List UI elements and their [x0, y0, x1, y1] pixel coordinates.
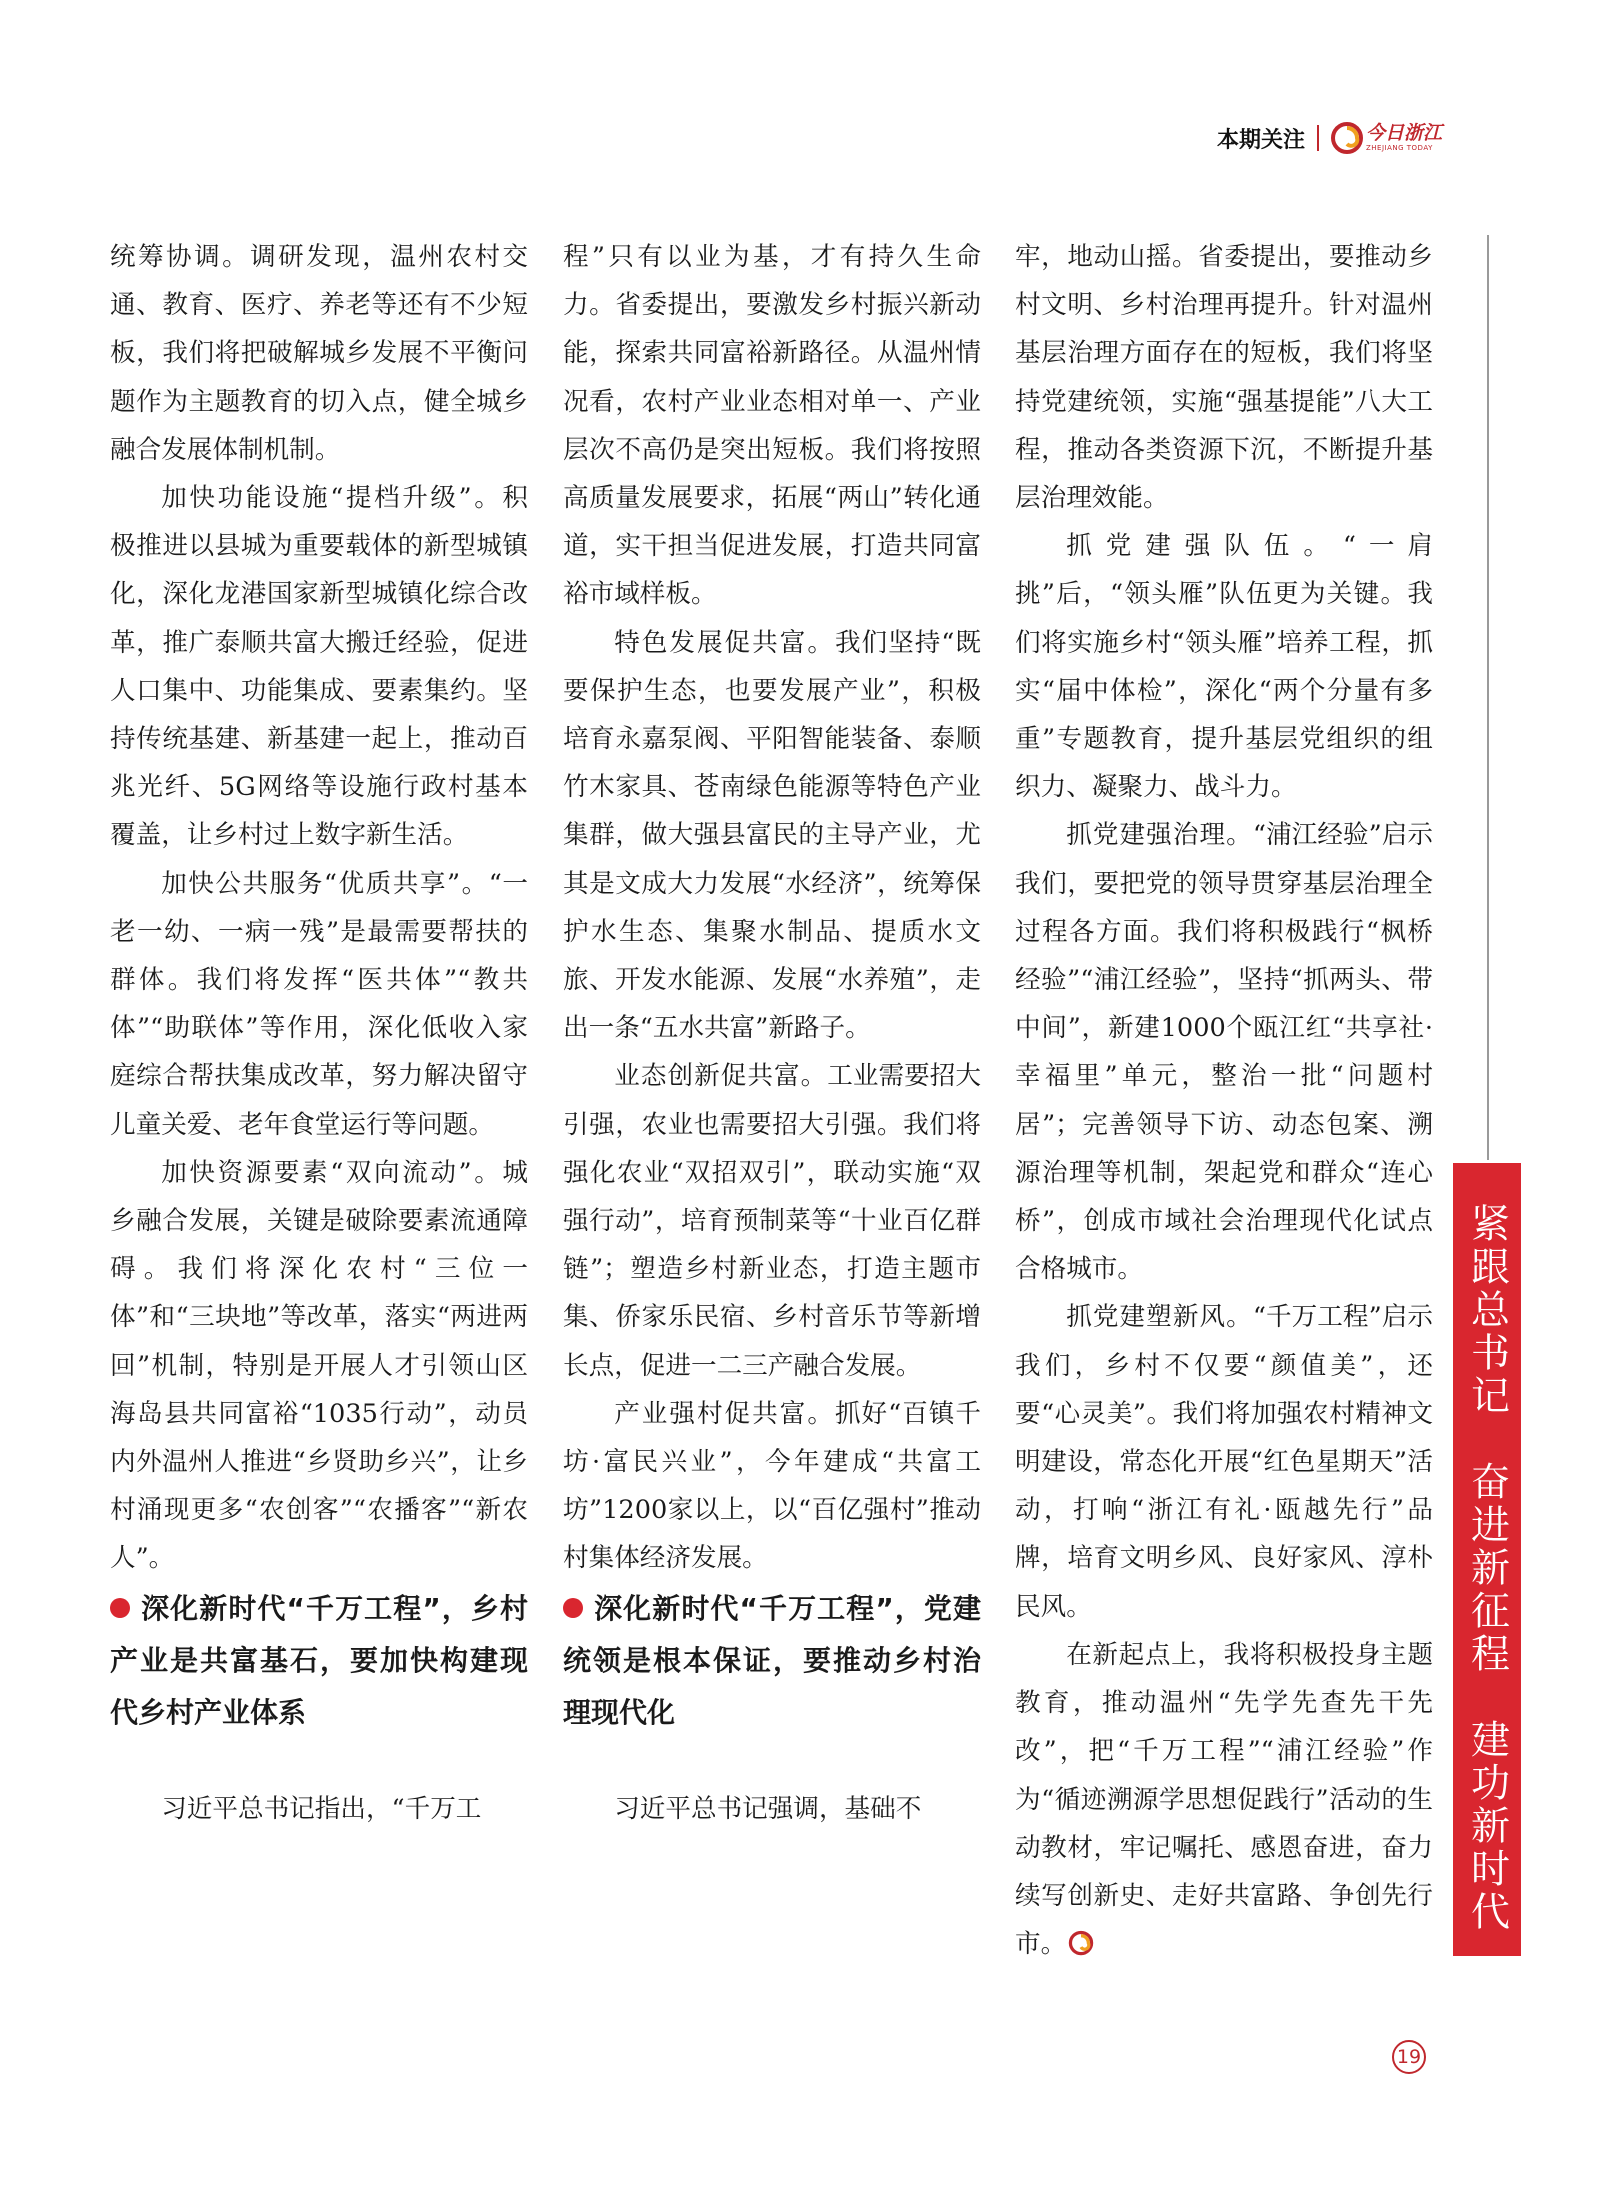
magazine-logo: [1331, 122, 1442, 154]
article-column-2: [563, 233, 981, 1833]
paragraph-lead: 加快资源要素“双向流动”。: [161, 1157, 503, 1188]
paragraph: [563, 1052, 981, 1389]
side-banner: [1453, 1163, 1521, 1956]
paragraph-body: “一老一幼、一病一残”是最需要帮扶的群体。我们将发挥“医共体”“教共体”“助联体”等作用，深化低收入家庭综合帮扶集成改革，努力解决留守儿童关爱、老年食堂运行等问题。: [110, 868, 528, 1140]
paragraph: [110, 860, 528, 1149]
paragraph-body: 城乡融合发展，关键是破除要素流通障碍。我们将深化农村“三位一体”和“三块地”等改革，落实“两进两回”机制，特别是开展人才引领山区海岛县共同富裕“1035行动”，动员内外温州人推进“乡贤助乡兴”，让乡村涌现更多“农创客”“农播客”“新农人”。: [110, 1157, 528, 1574]
paragraph-body: “一肩挑”后，“领头雁”队伍更为关键。我们将实施乡村“领头雁”培养工程，抓实“届中体检”，深化“两个分量有多重”专题教育，提升基层党组织的组织力、凝聚力、战斗力。: [1015, 531, 1433, 803]
page-number: 19: [1392, 2040, 1426, 2074]
paragraph-body: 我们坚持“既要保护生态，也要发展产业”，积极培育永嘉泵阀、平阳智能装备、泰顺竹木家具、苍南绿色能源等特色产业集群，做大强县富民的主导产业，尤其是文成大力发展“水经济”，统筹保护水生态、集聚水制品、提质水文旅、开发水能源、发展“水养殖”，走出一条“五水共富”新路子。: [563, 627, 981, 1044]
paragraph: 牢，地动山摇。省委提出，要推动乡村文明、乡村治理再提升。针对温州基层治理方面存在的短板，我们将坚持党建统领，实施“强基提能”八大工程，推动各类资源下沉，不断提升基层治理效能。: [1015, 242, 1433, 514]
paragraph: [1015, 522, 1433, 811]
article-column-1: [110, 233, 528, 1833]
paragraph: [1015, 1631, 1433, 1968]
subheading-text: 深化新时代“千万工程”，党建统领是根本保证，要推动乡村治理现代化: [563, 1591, 981, 1729]
paragraph-lead: 加快公共服务“优质共享”。: [161, 868, 489, 899]
section-subheading: [110, 1583, 528, 1739]
paragraph-lead: 加快功能设施“提档升级”。: [161, 483, 503, 514]
paragraph: [110, 474, 528, 860]
paragraph-lead: 特色发展促共富。: [614, 627, 835, 658]
paragraph-lead: 产业强村促共富。: [614, 1398, 835, 1429]
paragraph: [1015, 811, 1433, 1293]
paragraph-lead: 抓党建强治理。: [1066, 820, 1253, 851]
paragraph-lead: 抓党建塑新风。: [1066, 1302, 1253, 1333]
logo-swirl-icon: [1331, 122, 1363, 154]
side-divider-line: [1487, 235, 1489, 1160]
logo-english-name: ZHEJIANG TODAY: [1365, 144, 1433, 152]
header-divider: [1317, 125, 1319, 151]
paragraph-body: 在新起点上，我将积极投身主题教育，推动温州“先学先查先干先改”，把“千万工程”“浦江经验”作为“循迹溯源学思想促践行”活动的生动教材，牢记嘱托、感恩奋进，奋力续写创新史、走好共富路、争创先行市。: [1015, 1639, 1433, 1960]
paragraph-body: “千万工程”启示我们，乡村不仅要“颜值美”，还要“心灵美”。我们将加强农村精神文明建设，常态化开展“红色星期天”活动，打响“浙江有礼·瓯越先行”品牌，培育文明乡风、良好家风、淳朴民风。: [1015, 1302, 1433, 1622]
article-column-3: [1015, 233, 1433, 1968]
paragraph-body: 工业需要招大引强，农业也需要招大引强。我们将强化农业“双招双引”，联动实施“双强行动”，培育预制菜等“十业百亿群链”；塑造乡村新业态，打造主题市集、侨家乐民宿、乡村音乐节等新增长点，促进一二三产融合发展。: [563, 1061, 981, 1381]
paragraph: [563, 1390, 981, 1583]
paragraph-body: “浦江经验”启示我们，要把党的领导贯穿基层治理全过程各方面。我们将积极践行“枫桥经验”“浦江经验”，坚持“抓两头、带中间”，新建1000个瓯江红“共享社·幸福里”单元，整治一批“问题村居”；完善领导下访、动态包案、溯源治理等机制，架起党和群众“连心桥”，创成市域社会治理现代化试点合格城市。: [1015, 820, 1433, 1285]
red-bullet-icon: [110, 1598, 130, 1618]
section-subheading: [563, 1583, 981, 1739]
logo-chinese-name: 今日浙江: [1365, 122, 1442, 144]
paragraph: 程”只有以业为基，才有持久生命力。省委提出，要激发乡村振兴新动能，探索共同富裕新路径。从温州情况看，农村产业业态相对单一、产业层次不高仍是突出短板。我们将按照高质量发展要求，拓展“两山”转化通道，实干担当促进发展，打造共同富裕市域样板。: [563, 242, 981, 610]
paragraph: 习近平总书记指出，“千万工: [161, 1793, 482, 1824]
section-label: 本期关注: [1216, 127, 1305, 153]
paragraph-lead: 抓党建强队伍。: [1066, 531, 1343, 562]
red-bullet-icon: [563, 1598, 583, 1618]
paragraph: [1015, 1293, 1433, 1630]
paragraph-body: 抓好“百镇千坊·富民兴业”，今年建成“共富工坊”1200家以上，以“百亿强村”推动村集体经济发展。: [563, 1398, 981, 1574]
paragraph-lead: 业态创新促共富。: [614, 1061, 828, 1092]
side-banner-text: 紧跟总书记 奋进新征程 建功新时代: [1464, 1203, 1510, 1934]
page-header: [1217, 118, 1442, 158]
paragraph: [110, 1149, 528, 1583]
paragraph: 习近平总书记强调，基础不: [614, 1793, 922, 1824]
article-end-logo-icon: [1068, 1930, 1094, 1956]
paragraph: [563, 619, 981, 1053]
subheading-text: 深化新时代“千万工程”，乡村产业是共富基石，要加快构建现代乡村产业体系: [110, 1591, 528, 1729]
paragraph-body: 积极推进以县城为重要载体的新型城镇化，深化龙港国家新型城镇化综合改革，推广泰顺共富大搬迁经验，促进人口集中、功能集成、要素集约。坚持传统基建、新基建一起上，推动百兆光纤、5G网络等设施行政村基本覆盖，让乡村过上数字新生活。: [110, 483, 528, 851]
paragraph: 统筹协调。调研发现，温州农村交通、教育、医疗、养老等还有不少短板，我们将把破解城乡发展不平衡问题作为主题教育的切入点，健全城乡融合发展体制机制。: [110, 242, 528, 465]
